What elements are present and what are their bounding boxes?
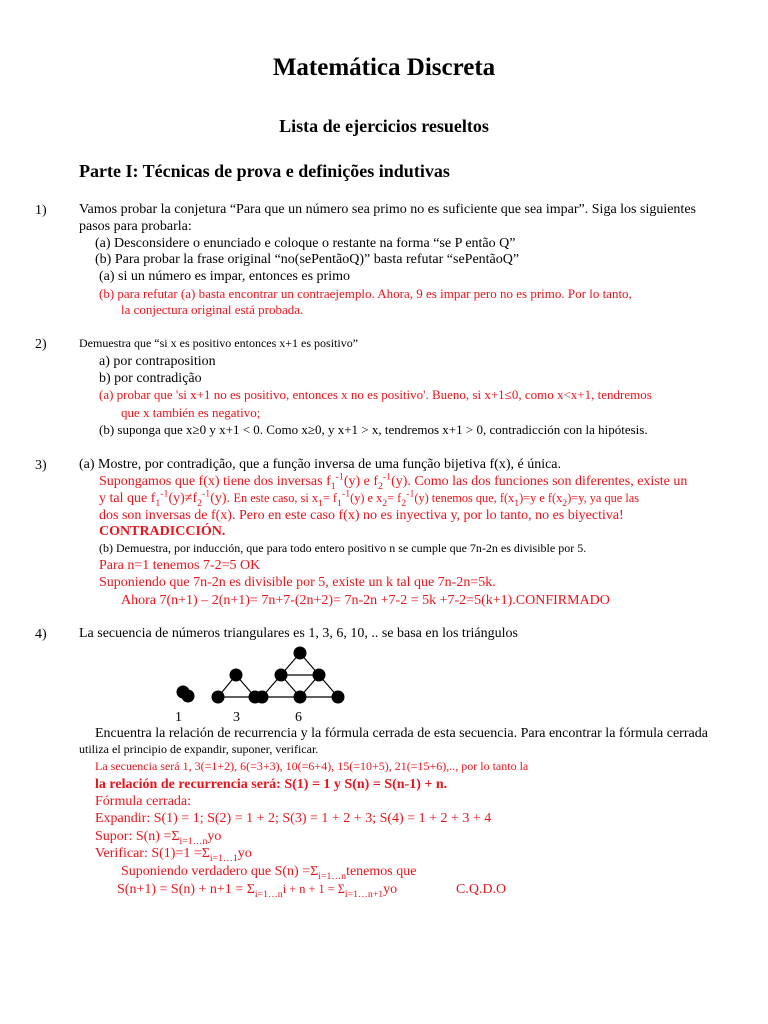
text-segment: la conjectura original está probada. bbox=[121, 302, 304, 317]
text-segment: que x también es negativo; bbox=[121, 405, 261, 420]
text-segment: i=1…n bbox=[179, 835, 208, 847]
text-segment: 1 bbox=[337, 497, 342, 509]
ex4-question bbox=[95, 726, 708, 742]
text-segment: La secuencia de números triangulares es 1, 3, 6, 10, .. se basa en los triángulos bbox=[79, 626, 518, 641]
text-segment: = f bbox=[387, 491, 402, 505]
dot bbox=[294, 647, 307, 660]
ex2-answer-a bbox=[99, 388, 652, 403]
text-segment: Verificar: S(1)=1 =Σ bbox=[95, 846, 210, 861]
text-segment: -1 bbox=[160, 488, 169, 500]
text-segment: dos son inversas de f(x). Pero en este caso f(x) no es inyectiva y, por lo tanto, no es biyectiva! bbox=[99, 508, 624, 523]
dot bbox=[182, 690, 195, 703]
ex3-answer-a bbox=[99, 488, 639, 509]
text-segment: Encuentra la relación de recurrencia y la fórmula cerrada de esta secuencia. Para encontrar la fórmula cerrada bbox=[95, 726, 708, 741]
text-segment: (b) Para probar la frase original “no(sePentãoQ)” basta refutar “sePentãoQ” bbox=[95, 252, 520, 267]
text-segment: (a) si un número es impar, entonces es primo bbox=[99, 269, 350, 284]
text-segment: pasos para probarla: bbox=[79, 219, 192, 234]
ex3-base-case bbox=[99, 558, 260, 574]
text-segment: (y). bbox=[210, 491, 234, 506]
text-segment: Expandir: S(1) = 1; S(2) = 1 + 2; S(3) = 1 + 2 + 3; S(4) = 1 + 2 + 3 + 4 bbox=[95, 811, 492, 826]
dot bbox=[294, 691, 307, 704]
ex3-induction-step bbox=[121, 593, 610, 609]
text-segment: la relación de recurrencia será: S(1) = 1 y S(n) = S(n-1) + n. bbox=[95, 777, 448, 792]
dot bbox=[332, 691, 345, 704]
ex3-answer-a bbox=[99, 471, 688, 492]
ex2-option-a bbox=[99, 354, 216, 370]
text-segment: i=1…n bbox=[318, 870, 347, 882]
text-segment: (a) probar que 'si x+1 no es positivo, entonces x no es positivo'. Bueno, si x+1≤0, como x<x+1, tendremos bbox=[99, 387, 652, 402]
ex3-induction-hypothesis bbox=[99, 575, 496, 591]
text-segment: 1 bbox=[330, 480, 336, 492]
text-segment: (b) suponga que x≥0 y x+1 < 0. Como x≥0, y x+1 > x, tendremos x+1 > 0, contradicción con la hipótesis. bbox=[99, 422, 648, 437]
text-segment: (y) tenemos que, f(x bbox=[414, 491, 515, 505]
ex4-inductive-assumption bbox=[121, 864, 416, 880]
document-subtitle: Lista de ejercicios resueltos bbox=[279, 116, 489, 136]
exercise-1-number: 1) bbox=[35, 203, 47, 218]
ex4-expand bbox=[95, 811, 491, 827]
ex1-step-b bbox=[95, 252, 519, 268]
ex2-statement bbox=[79, 337, 358, 351]
text-segment: (y) e x bbox=[350, 491, 383, 505]
text-segment: 2 bbox=[401, 497, 407, 509]
ex4-qed: C.Q.D.O bbox=[456, 882, 507, 897]
text-segment: tenemos que bbox=[346, 864, 417, 879]
text-segment: Ahora 7(n+1) – 2(n+1)= 7n+7-(2n+2)= 7n-2n +7-2 = 5k +7-2=5(k+1).CONFIRMADO bbox=[121, 593, 610, 608]
text-segment: Vamos probar la conjetura “Para que un número sea primo no es suficiente que sea impar”. Siga los siguientes bbox=[79, 202, 696, 217]
text-segment: i + n + 1 = Σ bbox=[282, 882, 345, 896]
text-segment: Para n=1 tenemos 7-2=5 OK bbox=[99, 558, 261, 573]
text-segment: (a) Mostre, por contradição, que a função inversa de uma função bijetiva f(x), é única. bbox=[79, 457, 562, 472]
ex3-statement-b bbox=[99, 542, 586, 556]
text-segment: yo bbox=[383, 882, 398, 897]
ex4-closed-form-heading bbox=[95, 794, 191, 810]
text-segment: Demuestra que “si x es positivo entonces x+1 es positivo” bbox=[79, 336, 359, 350]
text-segment: 2 bbox=[378, 480, 383, 492]
text-segment: (b) para refutar (a) basta encontrar un contraejemplo. Ahora, 9 es impar pero no es primo. Por lo tanto, bbox=[99, 286, 632, 301]
text-segment: (y)≠f bbox=[168, 491, 198, 506]
ex2-option-b bbox=[99, 371, 202, 387]
text-segment: La secuencia será 1, 3(=1+2), 6(=3+3), 10(=6+4), 15(=10+5), 21(=15+6),.., por lo tanto la bbox=[95, 759, 529, 773]
ex4-statement bbox=[79, 626, 518, 642]
dot bbox=[275, 669, 288, 682]
text-segment: 2 bbox=[382, 497, 388, 509]
ex4-verify bbox=[95, 846, 252, 862]
text-segment: i=1…n+1 bbox=[344, 888, 384, 900]
text-segment: -1 bbox=[341, 488, 351, 500]
text-segment: CONTRADICCIÓN. bbox=[99, 524, 226, 539]
text-segment: yo bbox=[237, 846, 252, 861]
text-segment: (y). Como las dos funciones son diferentes, existe un bbox=[391, 474, 688, 489]
text-segment: 1 bbox=[318, 497, 323, 509]
ex2-answer-b bbox=[99, 423, 648, 438]
text-segment: (a) Desconsidere o enunciado e coloque o restante na forma “se P então Q” bbox=[95, 236, 516, 251]
dot bbox=[256, 691, 269, 704]
text-segment: -1 bbox=[382, 471, 392, 483]
ex1-answer-b bbox=[99, 287, 632, 302]
text-segment: i=1…n bbox=[254, 888, 283, 900]
ex1-step-a bbox=[95, 236, 515, 252]
text-segment: 2 bbox=[197, 497, 203, 509]
ex1-statement-line bbox=[79, 219, 192, 235]
ex4-question-cont bbox=[79, 743, 318, 757]
part-heading: Parte I: Técnicas de prova e definições indutivas bbox=[79, 161, 450, 181]
text-segment: yo bbox=[207, 829, 222, 844]
text-segment: En este caso, si x bbox=[233, 491, 318, 505]
text-segment: Suponiendo que 7n-2n es divisible por 5, existe un k tal que 7n-2n=5k. bbox=[99, 575, 496, 590]
text-segment: (b) Demuestra, por inducción, que para todo entero positivo n se cumple que 7n-2n es divisible por 5. bbox=[99, 541, 587, 555]
exercise-4-number: 4) bbox=[35, 627, 47, 642]
triangle-label-1: 1 bbox=[175, 710, 182, 725]
text-segment: -1 bbox=[335, 471, 344, 483]
text-segment: Supongamos que f(x) tiene dos inversas f bbox=[99, 474, 331, 489]
ex3-statement-a bbox=[79, 457, 561, 473]
text-segment: -1 bbox=[406, 488, 415, 500]
text-segment: S(n+1) = S(n) + n+1 = Σ bbox=[117, 882, 255, 897]
text-segment: Suponiendo verdadero que S(n) =Σ bbox=[121, 864, 319, 879]
ex3-contradiction bbox=[99, 524, 225, 540]
ex1-answer-a bbox=[99, 269, 350, 285]
text-segment: )=y e f(x bbox=[519, 491, 563, 505]
text-segment: 2 bbox=[562, 497, 568, 509]
exercise-3-number: 3) bbox=[35, 458, 47, 473]
exercise-2-number: 2) bbox=[35, 337, 47, 352]
text-segment: (y) e f bbox=[343, 474, 379, 489]
text-segment: b) por contradição bbox=[99, 371, 202, 386]
ex4-suppose bbox=[95, 829, 221, 845]
text-segment: = f bbox=[322, 491, 338, 505]
ex1-answer-b-cont bbox=[121, 303, 303, 318]
dot bbox=[313, 669, 326, 682]
text-segment: 1 bbox=[514, 497, 520, 509]
ex4-recurrence bbox=[95, 777, 447, 793]
text-segment: 1 bbox=[155, 497, 161, 509]
triangle-label-3: 3 bbox=[233, 710, 240, 725]
text-segment: utiliza el principio de expandir, suponer, verificar. bbox=[79, 742, 319, 756]
dot bbox=[230, 669, 243, 682]
ex1-statement-line bbox=[79, 202, 696, 218]
text-segment: )=y, ya que las bbox=[567, 491, 639, 505]
triangle-label-6: 6 bbox=[295, 710, 302, 725]
ex3-answer-a bbox=[99, 508, 624, 524]
text-segment: Supor: S(n) =Σ bbox=[95, 829, 180, 844]
text-segment: a) por contraposition bbox=[99, 354, 216, 369]
document-title: Matemática Discreta bbox=[272, 54, 496, 81]
text-segment: Fórmula cerrada: bbox=[95, 794, 192, 809]
dot bbox=[212, 691, 225, 704]
ex2-answer-a-cont bbox=[121, 406, 260, 421]
text-segment: y tal que f bbox=[99, 491, 156, 506]
ex4-inductive-step bbox=[117, 882, 397, 898]
text-segment: -1 bbox=[202, 488, 211, 500]
ex4-sequence bbox=[95, 760, 528, 774]
triangular-numbers-figure bbox=[168, 644, 358, 708]
text-segment: i=1…1 bbox=[209, 852, 238, 864]
